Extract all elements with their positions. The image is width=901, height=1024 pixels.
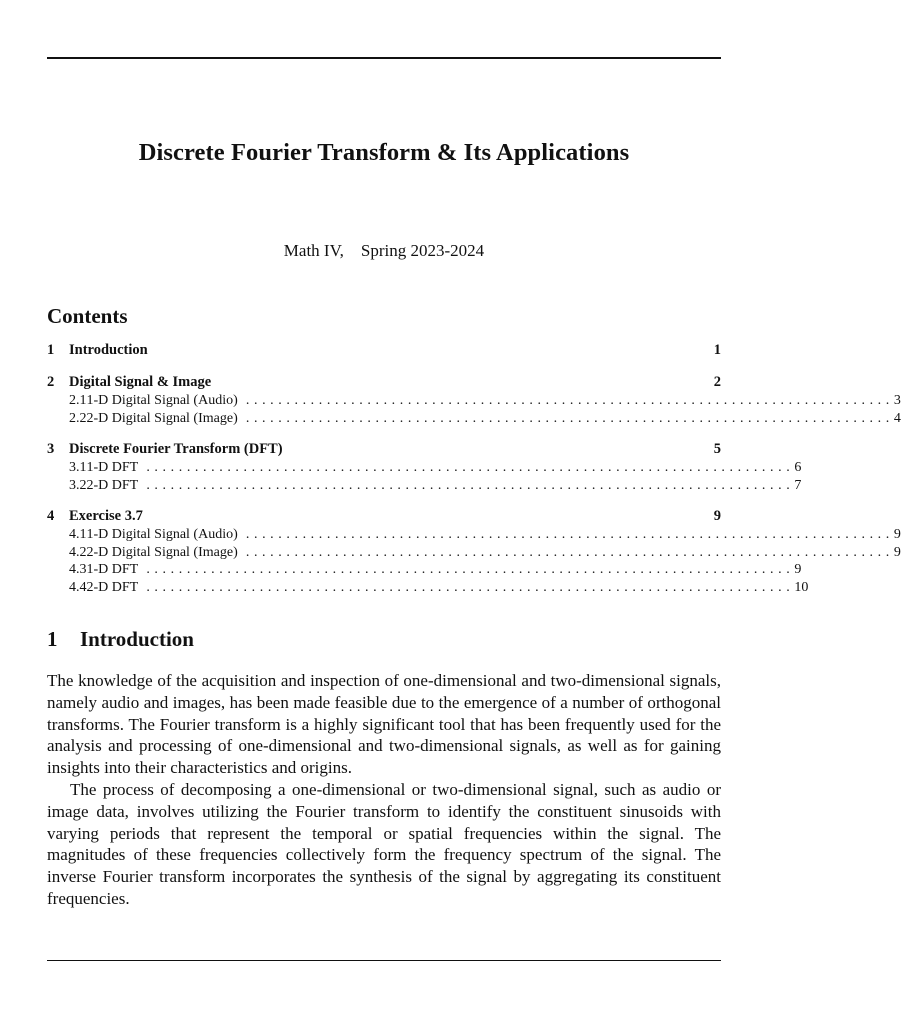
- toc-subsection-title-wrap: [87, 579, 795, 597]
- toc-subsection-title: 1-D DFT: [86, 460, 139, 475]
- toc-page-number: 2: [713, 374, 721, 390]
- toc-subsection-number: 2.2: [69, 410, 87, 426]
- toc-section-title: Exercise 3.7: [69, 508, 143, 524]
- toc-page-number: 6: [794, 460, 802, 475]
- toc-subsection-number: 4.1: [69, 527, 87, 542]
- toc-entry-section-4[interactable]: [47, 507, 721, 526]
- toc-subsection-number: 4.2: [69, 544, 87, 560]
- toc-entry-subsection-2-1[interactable]: [47, 392, 901, 410]
- toc-entry-subsection-4-1[interactable]: [47, 526, 901, 544]
- toc-subsection-title-wrap: [87, 392, 894, 410]
- toc-entry-subsection-2-2[interactable]: [47, 410, 901, 428]
- toc-entry-section-3[interactable]: [47, 440, 721, 459]
- toc-section-title: Introduction: [69, 342, 148, 358]
- toc-subsection-title-wrap: [87, 477, 795, 495]
- toc-page-number: 10: [794, 579, 809, 595]
- toc-page-number: 4: [893, 410, 901, 426]
- toc-entry-section-2[interactable]: [47, 373, 721, 392]
- section-heading-introduction: [47, 627, 194, 652]
- toc-section: [47, 373, 901, 427]
- toc-section-number: 1: [47, 342, 55, 358]
- document-title: Discrete Fourier Transform & Its Applications: [138, 139, 630, 166]
- toc-page-number: 9: [713, 508, 721, 524]
- dot-leader: ................................................................................: [237, 544, 894, 560]
- toc-subsection-title-wrap: [87, 561, 795, 579]
- toc-section-number: 3: [47, 441, 55, 457]
- toc-heading: Contents: [47, 304, 128, 328]
- toc-subsection-title: 1-D Digital Signal (Audio): [86, 527, 238, 542]
- toc-subsection-title: 2-D Digital Signal (Image): [86, 410, 238, 426]
- toc-page-number: 9: [893, 544, 901, 560]
- toc-section-title: Discrete Fourier Transform (DFT): [69, 441, 283, 457]
- toc-subsection-title: 2-D Digital Signal (Image): [86, 544, 238, 560]
- header-rule: [47, 57, 721, 59]
- toc-subsection-title-wrap: [87, 410, 894, 428]
- footer-rule: [47, 960, 721, 961]
- toc-entry-subsection-4-2[interactable]: [47, 544, 901, 562]
- toc-page-number: 3: [893, 393, 901, 408]
- toc-entry-subsection-4-4[interactable]: [47, 579, 809, 597]
- toc-page-number: 7: [794, 477, 802, 493]
- dot-leader: ................................................................................: [237, 527, 894, 542]
- toc-subsection-title: 2-D DFT: [86, 579, 139, 595]
- toc-section: [47, 341, 721, 360]
- document-subtitle: Math IV, Spring 2023-2024: [283, 241, 485, 260]
- toc-entry-section-1[interactable]: [47, 341, 721, 360]
- toc-entry-subsection-4-3[interactable]: [47, 561, 802, 579]
- introduction-body: [47, 670, 721, 910]
- toc-section-number: 2: [47, 374, 55, 390]
- toc-section-number: 4: [47, 508, 55, 524]
- toc-page-number: 9: [893, 527, 901, 542]
- dot-leader: ................................................................................: [237, 410, 894, 426]
- dot-leader: ................................................................................: [138, 460, 795, 475]
- toc-subsection-title-wrap: [87, 459, 795, 477]
- toc-subsection-title: 2-D DFT: [86, 477, 139, 493]
- paragraph: The knowledge of the acquisition and inspection of one-dimensional and two-dimensional signals, namely audio and images, has been made feasible due to the emergence of a number of orthogonal transforms. The Fourier transform is a highly significant tool that has been frequently used for the analysis and processing of one-dimensional and two-dimensional signals, as well as for gaining insights into their characteristics and origins.: [47, 671, 721, 778]
- toc-subsection-title: 1-D DFT: [86, 562, 139, 577]
- toc-subsection-number: 2.1: [69, 393, 87, 408]
- toc-subsection-number: 3.1: [69, 460, 87, 475]
- toc-subsection-number: 4.4: [69, 579, 87, 595]
- toc-entry-subsection-3-2[interactable]: [47, 477, 802, 495]
- paragraph: The process of decomposing a one-dimensional or two-dimensional signal, such as audio or image data, involves utilizing the Fourier transform to identify the constituent sinusoids with varying periods that represent the temporal or spatial frequencies within the signal. The magnitudes of these frequencies collectively form the frequency spectrum of the signal. The inverse Fourier transform incorporates the synthesis of the signal by aggregating its constituent frequencies.: [47, 779, 721, 908]
- dot-leader: ................................................................................: [237, 393, 894, 408]
- toc-subsection-number: 3.2: [69, 477, 87, 493]
- dot-leader: ................................................................................: [138, 579, 795, 595]
- toc-subsection-number: 4.3: [69, 562, 87, 577]
- toc-page-number: 5: [713, 441, 721, 457]
- toc-page-number: 9: [794, 562, 802, 577]
- toc-subsection-title: 1-D Digital Signal (Audio): [86, 393, 238, 408]
- toc-section-title: Digital Signal & Image: [69, 374, 212, 390]
- table-of-contents: [47, 341, 901, 609]
- dot-leader: ................................................................................: [138, 562, 795, 577]
- section-number: 1: [47, 627, 58, 651]
- toc-page-number: 1: [713, 342, 721, 358]
- toc-subsection-title-wrap: [87, 526, 894, 544]
- section-title: Introduction: [80, 627, 194, 651]
- toc-section: [47, 507, 901, 596]
- toc-entry-subsection-3-1[interactable]: [47, 459, 802, 477]
- toc-section: [47, 440, 802, 494]
- dot-leader: ................................................................................: [138, 477, 795, 493]
- toc-subsection-title-wrap: [87, 544, 894, 562]
